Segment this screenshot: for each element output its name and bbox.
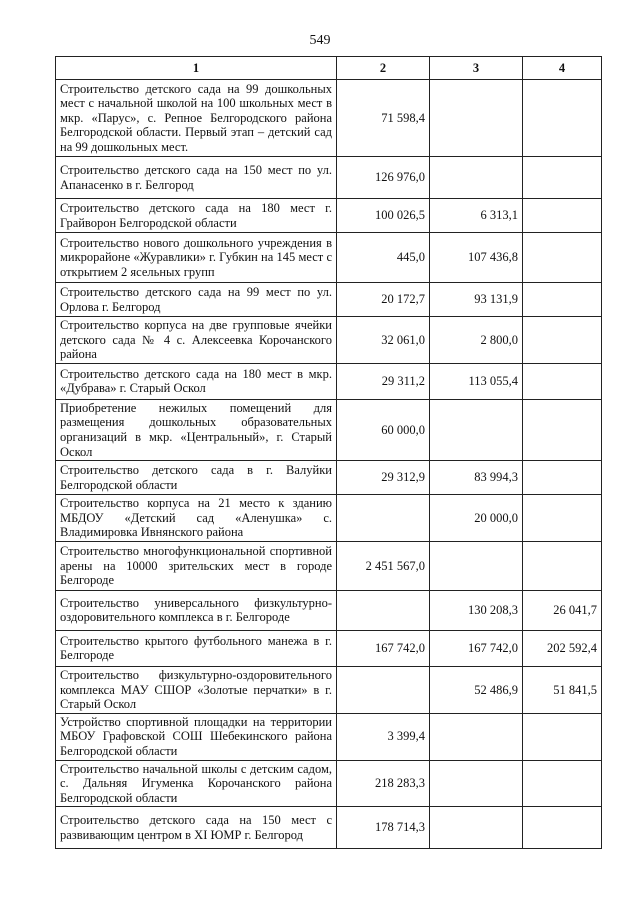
value-col-3: [430, 760, 523, 807]
row-description: Строительство детского сада на 180 мест г. Грайворон Белгородской области: [56, 199, 337, 233]
value-col-4: [523, 363, 602, 399]
value-col-2: 100 026,5: [337, 199, 430, 233]
row-description: Строительство корпуса на 21 место к зданию МБДОУ «Детский сад «Аленушка» с. Владимировка Ивнянского района: [56, 495, 337, 542]
row-description: Строительство корпуса на две групповые ячейки детского сада № 4 с. Алексеевка Корочанского района: [56, 317, 337, 364]
table-row: [56, 760, 602, 807]
table-row: [56, 807, 602, 849]
value-col-4: [523, 807, 602, 849]
value-col-3: [430, 807, 523, 849]
value-col-3: 6 313,1: [430, 199, 523, 233]
row-description: Строительство детского сада на 150 мест с развивающим центром в XI ЮМР г. Белгород: [56, 807, 337, 849]
value-col-2: 60 000,0: [337, 399, 430, 460]
value-col-2: 20 172,7: [337, 283, 430, 317]
value-col-3: 130 208,3: [430, 590, 523, 630]
value-col-4: [523, 461, 602, 495]
table-row: [56, 363, 602, 399]
value-col-2: 29 311,2: [337, 363, 430, 399]
table-row: [56, 713, 602, 760]
table-row: [56, 157, 602, 199]
table-row: [56, 666, 602, 713]
row-description: Строительство детского сада на 180 мест в мкр. «Дубрава» г. Старый Оскол: [56, 363, 337, 399]
value-col-3: 83 994,3: [430, 461, 523, 495]
value-col-3: 167 742,0: [430, 630, 523, 666]
value-col-3: [430, 713, 523, 760]
value-col-3: 107 436,8: [430, 233, 523, 283]
value-col-3: 20 000,0: [430, 495, 523, 542]
value-col-4: [523, 399, 602, 460]
row-description: Приобретение нежилых помещений для размещения дошкольных образовательных организаций в мкр. «Центральный», г. Старый Оскол: [56, 399, 337, 460]
row-description: Строительство начальной школы с детским садом, с. Дальняя Игуменка Корочанского района Белгородской области: [56, 760, 337, 807]
value-col-4: 26 041,7: [523, 590, 602, 630]
value-col-4: [523, 713, 602, 760]
column-header-1: 1: [56, 57, 337, 80]
value-col-4: [523, 283, 602, 317]
value-col-3: 113 055,4: [430, 363, 523, 399]
value-col-4: 202 592,4: [523, 630, 602, 666]
document-table: [55, 56, 602, 849]
value-col-3: [430, 80, 523, 157]
table-row: [56, 590, 602, 630]
table-row: [56, 80, 602, 157]
value-col-2: 3 399,4: [337, 713, 430, 760]
value-col-3: 2 800,0: [430, 317, 523, 364]
row-description: Строительство физкультурно-оздоровительного комплекса МАУ СШОР «Золотые перчатки» в г. Старый Оскол: [56, 666, 337, 713]
value-col-2: 71 598,4: [337, 80, 430, 157]
table-row: [56, 199, 602, 233]
row-description: Строительство детского сада в г. Валуйки Белгородской области: [56, 461, 337, 495]
value-col-2: 445,0: [337, 233, 430, 283]
value-col-4: [523, 80, 602, 157]
table-row: [56, 233, 602, 283]
value-col-2: [337, 495, 430, 542]
column-header-2: 2: [337, 57, 430, 80]
row-description: Строительство детского сада на 150 мест по ул. Апанасенко в г. Белгород: [56, 157, 337, 199]
value-col-4: [523, 199, 602, 233]
value-col-2: 32 061,0: [337, 317, 430, 364]
table-header-row: [56, 57, 602, 80]
row-description: Строительство детского сада на 99 мест по ул. Орлова г. Белгород: [56, 283, 337, 317]
value-col-3: 93 131,9: [430, 283, 523, 317]
table-row: [56, 283, 602, 317]
table-row: [56, 399, 602, 460]
value-col-2: 29 312,9: [337, 461, 430, 495]
table-row: [56, 541, 602, 590]
table-row: [56, 317, 602, 364]
value-col-4: 51 841,5: [523, 666, 602, 713]
value-col-2: 178 714,3: [337, 807, 430, 849]
value-col-3: 52 486,9: [430, 666, 523, 713]
row-description: Строительство крытого футбольного манежа в г. Белгороде: [56, 630, 337, 666]
page-number: 549: [309, 33, 331, 48]
value-col-4: [523, 317, 602, 364]
value-col-4: [523, 157, 602, 199]
table-row: [56, 461, 602, 495]
value-col-3: [430, 157, 523, 199]
value-col-4: [523, 233, 602, 283]
value-col-3: [430, 399, 523, 460]
value-col-4: [523, 541, 602, 590]
table-row: [56, 495, 602, 542]
row-description: Строительство детского сада на 99 дошкольных мест с начальной школой на 100 школьных мест в мкр. «Парус», с. Репное Белгородского района Белгородской области. Первый этап – детский сад на 99 дошкольных мест.: [56, 80, 337, 157]
value-col-4: [523, 495, 602, 542]
value-col-2: 2 451 567,0: [337, 541, 430, 590]
value-col-3: [430, 541, 523, 590]
value-col-2: 218 283,3: [337, 760, 430, 807]
column-header-4: 4: [523, 57, 602, 80]
row-description: Устройство спортивной площадки на территории МБОУ Графовской СОШ Шебекинского района Белгородской области: [56, 713, 337, 760]
value-col-2: [337, 590, 430, 630]
column-header-3: 3: [430, 57, 523, 80]
value-col-2: 126 976,0: [337, 157, 430, 199]
table-row: [56, 630, 602, 666]
value-col-2: [337, 666, 430, 713]
table-body: [56, 57, 602, 849]
value-col-4: [523, 760, 602, 807]
value-col-2: 167 742,0: [337, 630, 430, 666]
row-description: Строительство многофункциональной спортивной арены на 10000 зрительских мест в городе Белгороде: [56, 541, 337, 590]
row-description: Строительство универсального физкультурно-оздоровительного комплекса в г. Белгороде: [56, 590, 337, 630]
row-description: Строительство нового дошкольного учреждения в микрорайоне «Журавлики» г. Губкин на 145 мест с открытием 2 ясельных групп: [56, 233, 337, 283]
